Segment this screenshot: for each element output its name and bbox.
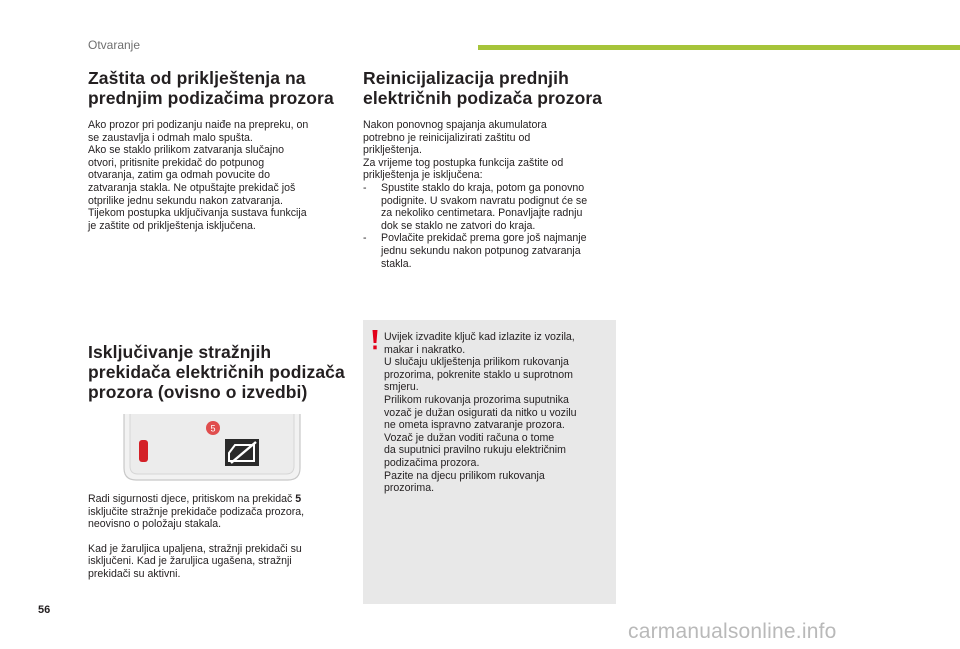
warning-text — [384, 331, 612, 495]
text-line: Pazite na djecu prilikom rukovanja — [384, 469, 545, 482]
rear-switch-text — [88, 493, 350, 581]
text-line: neovisno o položaju stakala. — [88, 518, 222, 531]
switch-number: 5 — [295, 493, 302, 505]
title-line: Reinicijalizacija prednjih — [363, 68, 569, 88]
text-line: je zaštite od priklještenja isključena. — [88, 219, 256, 232]
indicator-light-icon — [139, 440, 148, 462]
text-line: Uvijek izvadite ključ kad izlazite iz vozila, — [384, 331, 575, 343]
text-line: otvori, pritisnite prekidač do potpunog — [88, 156, 265, 169]
text-line: dok se staklo ne zatvori do kraja. — [381, 219, 536, 232]
text-line: podignite. U svakom navratu podignut će se — [381, 194, 588, 207]
watermark: carmanualsonline.info — [628, 620, 837, 643]
callout-5-label: 5 — [210, 423, 216, 434]
accent-bar — [478, 45, 960, 50]
text-line: priklještenja. — [363, 144, 422, 157]
text-line: Ako prozor pri podizanju naiđe na prepreku, on — [88, 119, 309, 131]
rear-switch-section — [88, 342, 350, 402]
reinit-section — [363, 68, 623, 270]
text-line: isključeni. Kad je žaruljica ugašena, stražnji — [88, 555, 292, 568]
rear-switch-title — [88, 342, 350, 402]
rear-switch-illustration — [122, 412, 302, 482]
text-line: stakla. — [381, 257, 412, 270]
title-line: Isključivanje stražnjih — [88, 342, 272, 362]
child-lock-window-icon — [225, 439, 259, 466]
text-line: vozač je dužan osigurati da nitko u vozilu — [384, 406, 577, 419]
title-line: prekidača električnih podizača — [88, 362, 345, 382]
text-line: se zaustavlja i odmah malo spušta. — [88, 131, 253, 144]
reinit-text — [363, 119, 623, 270]
text-line: podizačima prozora. — [384, 456, 480, 469]
list-item — [363, 232, 623, 270]
text-line: Ako se staklo prilikom zatvaranja slučajno — [88, 144, 285, 157]
text-line: za nekoliko centimetara. Ponavljajte radnju — [381, 207, 583, 220]
text-line: otprilike jednu sekundu nakon zatvaranja. — [88, 194, 283, 207]
text-line: U slučaju uklještenja prilikom rukovanja — [384, 356, 569, 369]
text-line: makar i nakratko. — [384, 343, 466, 356]
pinch-protection-title — [88, 68, 350, 108]
text-line: priklještenja je isključena: — [363, 169, 483, 182]
list-item — [363, 182, 623, 232]
title-line: prozora (ovisno o izvedbi) — [88, 382, 308, 402]
text-line: ne ometa ispravno zatvaranje prozora. — [384, 419, 565, 432]
text-line: prekidači su aktivni. — [88, 567, 181, 580]
text-line: da suputnici pravilno rukuju električnim — [384, 444, 566, 457]
text-line: smjeru. — [384, 381, 419, 394]
text-line: prozorima, pokrenite staklo u suprotnom — [384, 368, 574, 381]
title-line: prednjim podizačima prozora — [88, 88, 334, 108]
text-line: Vozač je dužan voditi računa o tome — [384, 431, 555, 444]
text-line: Prilikom rukovanja prozorima suputnika — [384, 393, 569, 406]
text-line: jednu sekundu nakon potpunog zatvaranja — [381, 244, 581, 257]
page-number: 56 — [38, 604, 51, 616]
pinch-protection-text — [88, 119, 350, 232]
text-line: prozorima. — [384, 482, 435, 495]
text-line — [88, 493, 350, 506]
list-dash: - — [363, 232, 367, 245]
title-line: električnih podizača prozora — [363, 88, 603, 108]
text-line: Tijekom postupka uključivanja sustava funkcija — [88, 207, 307, 220]
text-line: Nakon ponovnog spajanja akumulatora — [363, 119, 547, 131]
section-title: Otvaranje — [88, 38, 141, 52]
text-line: Spustite staklo do kraja, potom ga ponovno — [381, 181, 585, 194]
exclamation-icon — [371, 330, 379, 350]
title-line: Zaštita od priklještenja na — [88, 68, 306, 88]
text-line: Povlačite prekidač prema gore još najmanje — [381, 232, 587, 245]
pinch-protection-section — [88, 68, 350, 232]
text-line: potrebno je reinicijalizirati zaštitu od — [363, 131, 531, 144]
text-line: Za vrijeme tog postupka funkcija zaštite od — [363, 156, 564, 169]
list-dash: - — [363, 181, 367, 194]
reinit-title — [363, 68, 623, 108]
text-fragment: Radi sigurnosti djece, pritiskom na prekidač — [88, 493, 296, 505]
text-line: otvaranja, zatim ga odmah povucite do — [88, 169, 270, 182]
text-line: Kad je žaruljica upaljena, stražnji prekidači su — [88, 542, 302, 555]
reinit-steps — [363, 182, 623, 270]
text-line: zatvaranja stakla. Ne otpuštajte prekidač još — [88, 181, 296, 194]
text-line: isključite stražnje prekidače podizača prozora, — [88, 505, 305, 518]
